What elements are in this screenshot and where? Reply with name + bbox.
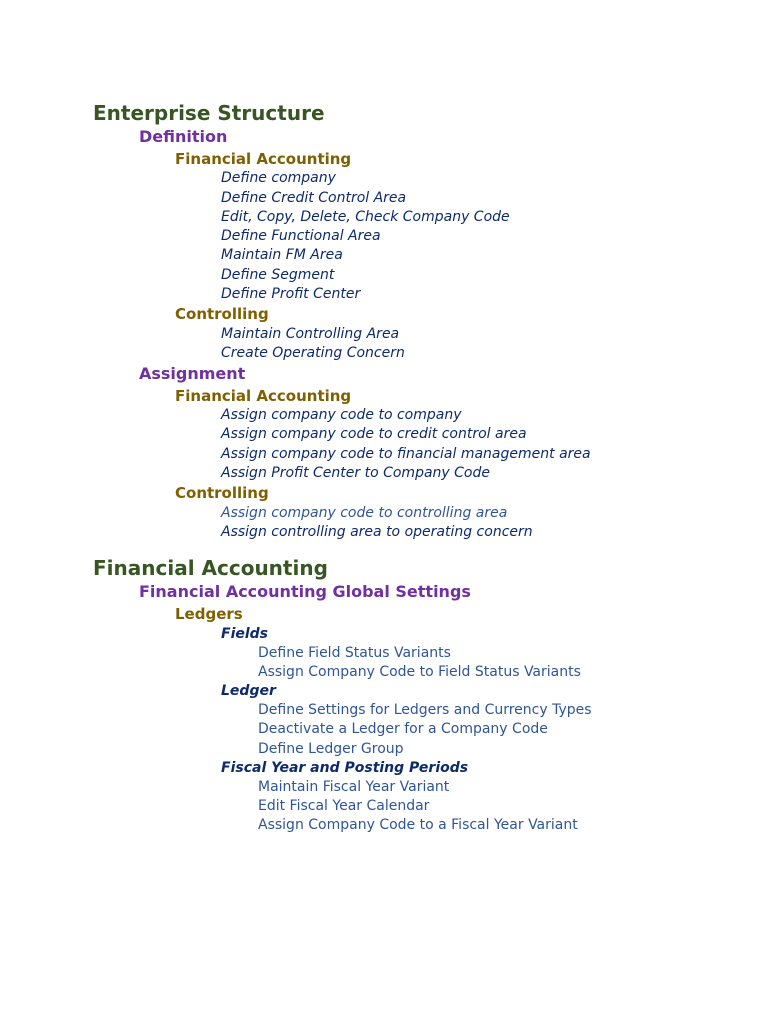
activity-item: Assign company code to company — [221, 407, 462, 423]
activity-item: Define Ledger Group — [258, 741, 404, 757]
activity-item: Assign Company Code to Field Status Variants — [258, 664, 581, 680]
activity-item: Assign Company Code to a Fiscal Year Variant — [258, 817, 578, 833]
activity-item: Define Functional Area — [221, 228, 381, 244]
activity-item: Define Settings for Ledgers and Currency Types — [258, 702, 592, 718]
group-heading: Controlling — [175, 483, 269, 502]
subgroup-heading: Fields — [221, 626, 269, 642]
activity-item: Maintain Controlling Area — [221, 326, 400, 342]
activity-item: Assign company code to controlling area — [221, 505, 508, 521]
activity-item: Define Profit Center — [221, 286, 361, 302]
activity-item: Assign company code to financial management area — [221, 446, 591, 462]
activity-item: Define Credit Control Area — [221, 190, 407, 206]
activity-item: Assign Profit Center to Company Code — [221, 465, 490, 481]
subgroup-heading: Fiscal Year and Posting Periods — [221, 760, 469, 776]
subsection-heading: Definition — [139, 127, 228, 146]
activity-item: Maintain Fiscal Year Variant — [258, 779, 450, 795]
group-heading: Financial Accounting — [175, 386, 352, 405]
activity-item: Edit Fiscal Year Calendar — [258, 798, 430, 814]
subsection-heading: Assignment — [139, 364, 246, 383]
group-heading: Financial Accounting — [175, 149, 352, 168]
subsection-heading: Financial Accounting Global Settings — [139, 582, 471, 601]
activity-item: Edit, Copy, Delete, Check Company Code — [221, 209, 510, 225]
activity-item: Define Field Status Variants — [258, 645, 451, 661]
group-heading: Ledgers — [175, 604, 243, 623]
section-heading: Financial Accounting — [93, 556, 328, 580]
group-heading: Controlling — [175, 304, 269, 323]
activity-item: Define company — [221, 170, 336, 186]
activity-item: Assign company code to credit control area — [221, 426, 527, 442]
activity-item: Assign controlling area to operating concern — [221, 524, 533, 540]
activity-item: Deactivate a Ledger for a Company Code — [258, 721, 548, 737]
activity-item: Maintain FM Area — [221, 247, 343, 263]
subgroup-heading: Ledger — [221, 683, 276, 699]
section-heading: Enterprise Structure — [93, 101, 325, 125]
activity-item: Define Segment — [221, 267, 335, 283]
activity-item: Create Operating Concern — [221, 345, 405, 361]
